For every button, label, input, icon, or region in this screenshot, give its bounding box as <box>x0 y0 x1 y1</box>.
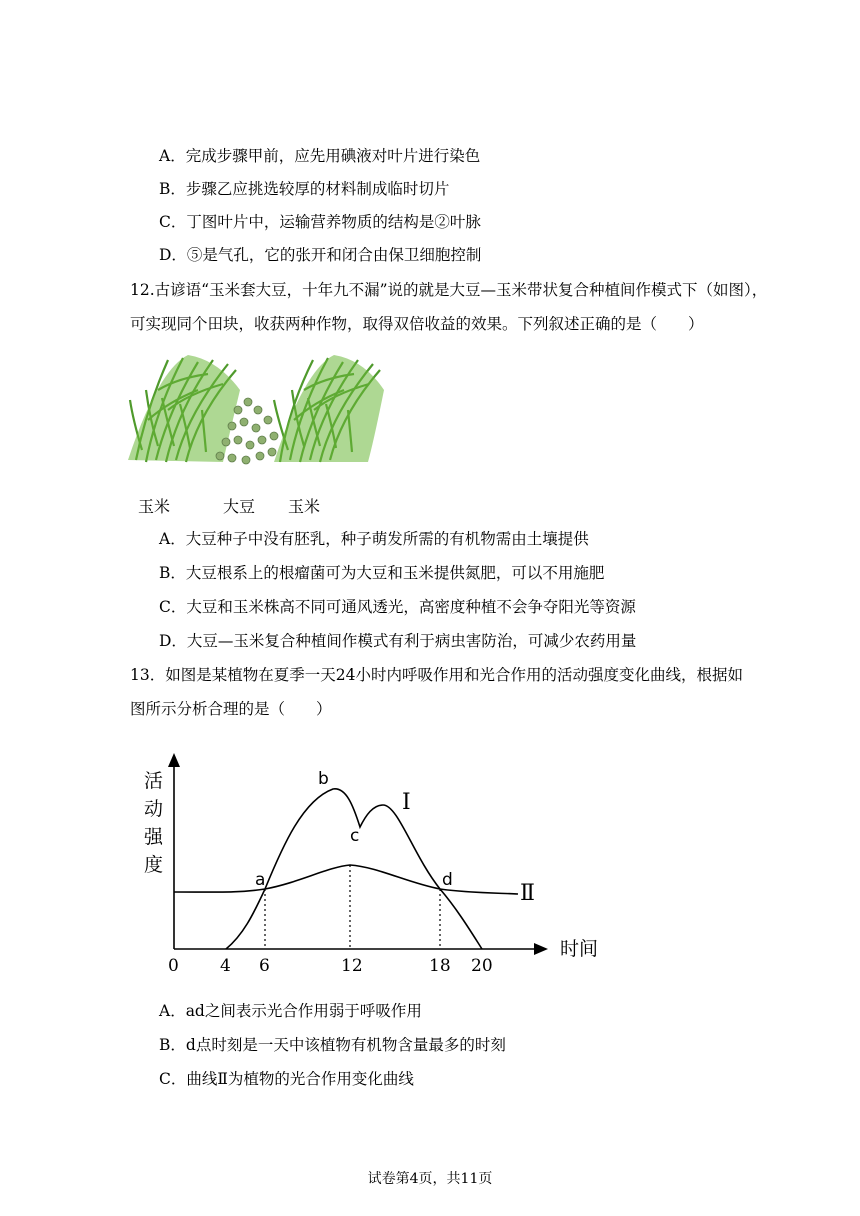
ylabel-char-1: 活 <box>144 770 164 792</box>
activity-intensity-graph <box>128 745 608 980</box>
q13-option-a: A．ad之间表示光合作用弱于呼吸作用 <box>159 1002 422 1020</box>
q13-stem-line2: 图所示分析合理的是（ ） <box>130 700 332 718</box>
q13-stem-line1: 13．如图是某植物在夏季一天24小时内呼吸作用和光合作用的活动强度变化曲线，根据如 <box>130 666 743 684</box>
point-d: d <box>442 870 453 890</box>
label-soybean: 大豆 <box>223 497 256 516</box>
tick-20: 20 <box>471 956 493 976</box>
point-a: a <box>255 870 266 890</box>
ylabel-char-4: 度 <box>144 854 164 876</box>
q11-option-a: A．完成步骤甲前，应先用碘液对叶片进行染色 <box>159 147 481 165</box>
q11-option-c: C．丁图叶片中，运输营养物质的结构是②叶脉 <box>159 213 481 231</box>
tick-4: 4 <box>220 956 231 976</box>
x-axis-arrow <box>534 943 548 955</box>
curve-II <box>174 865 518 894</box>
q13-option-c: C．曲线Ⅱ为植物的光合作用变化曲线 <box>159 1070 414 1088</box>
q13-option-b: B．d点时刻是一天中该植物有机物含量最多的时刻 <box>159 1036 506 1054</box>
q12-option-a: A．大豆种子中没有胚乳，种子萌发所需的有机物需由土壤提供 <box>159 530 589 548</box>
curve-II-label: Ⅱ <box>520 881 535 906</box>
tick-0: 0 <box>168 956 179 976</box>
tick-12: 12 <box>341 956 363 976</box>
tick-18: 18 <box>429 956 451 976</box>
q12-option-d: D．大豆—玉米复合种植间作模式有利于病虫害防治，可减少农药用量 <box>159 632 637 650</box>
xlabel: 时间 <box>560 938 599 960</box>
label-corn-right: 玉米 <box>288 497 321 516</box>
q12-option-c: C．大豆和玉米株高不同可通风透光，高密度种植不会争夺阳光等资源 <box>159 598 636 616</box>
q12-option-b: B．大豆根系上的根瘤菌可为大豆和玉米提供氮肥，可以不用施肥 <box>159 564 605 582</box>
q11-option-d: D．⑤是气孔，它的张开和闭合由保卫细胞控制 <box>159 246 482 264</box>
y-axis-arrow <box>168 753 180 767</box>
corn-soybean-figure <box>128 350 388 520</box>
label-corn-left: 玉米 <box>138 497 171 516</box>
q11-option-b: B．步骤乙应挑选较厚的材料制成临时切片 <box>159 180 450 198</box>
ylabel-char-3: 强 <box>144 826 164 848</box>
q12-stem-line2: 可实现同个田块，收获两种作物，取得双倍收益的效果。下列叙述正确的是（ ） <box>130 315 704 333</box>
curve-I-label: Ⅰ <box>402 790 411 815</box>
point-b: b <box>318 769 329 789</box>
tick-6: 6 <box>259 956 270 976</box>
point-c: c <box>350 826 360 846</box>
page-footer: 试卷第4页，共11页 <box>367 1171 493 1187</box>
q12-stem-line1: 12.古谚语“玉米套大豆，十年九不漏”说的就是大豆—玉米带状复合种植间作模式下（如图）， <box>130 281 768 299</box>
ylabel-char-2: 动 <box>144 798 164 820</box>
